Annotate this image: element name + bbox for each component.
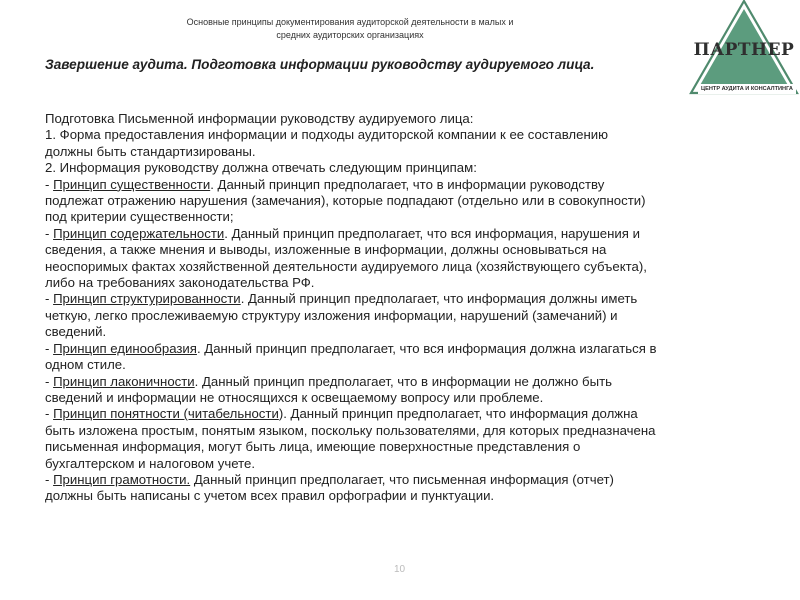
principle-bullet: - [45, 176, 54, 192]
principle-description: . Данный принцип предполагает, что вся информация, нарушения и сведения, а также мнения и выводы, изложенные в информации, должны основываться на неоспоримых фактах хозяйственной деятельности аудируемого лица (хозяйствующего субъекта), либо на требованиях законодательства РФ. [45, 225, 647, 291]
principle-item [45, 226, 657, 292]
partner-logo [688, 0, 800, 100]
principle-name: Принцип структурированности [53, 291, 241, 307]
principle-item [45, 374, 657, 407]
page-number: 10 [394, 564, 406, 575]
principles-list [45, 177, 657, 505]
logo-subtitle: ЦЕНТР АУДИТА И КОНСАЛТИНГА [698, 84, 796, 94]
principle-item [45, 291, 657, 340]
principle-name: Принцип содержательности [53, 225, 225, 241]
list-item-2: 2. Информация руководству должна отвечать следующим принципам: [45, 160, 477, 176]
slide-header [140, 16, 560, 42]
principle-item [45, 472, 657, 505]
principle-description: ). Данный принцип предполагает, что информация должна быть изложена простым, понятым языком, поскольку пользователями, для которых предназначена письменная информация, могут быть лица, имеющие поверхностные представления о бухгалтерском и налоговом учете. [45, 406, 656, 471]
principle-bullet: - [45, 291, 54, 307]
principle-bullet: - [45, 471, 54, 487]
principle-item [45, 341, 657, 374]
principle-bullet: - [45, 406, 54, 422]
principle-item [45, 177, 657, 226]
principle-name: Принцип понятности (читабельности [53, 406, 279, 422]
principle-bullet: - [45, 373, 54, 389]
principle-description: . Данный принцип предполагает, что в информации не должно быть сведений и информации не относящихся к освещаемому вопросу или проблеме. [45, 373, 612, 405]
principle-description: Данный принцип предполагает, что письменная информация (отчет) должны быть написаны с учетом всех правил орфографии и пунктуации. [45, 471, 614, 504]
principle-description: . Данный принцип предполагает, что вся информация должна излагаться в одном стиле. [45, 340, 657, 373]
list-item-1: 1. Форма предоставления информации и подходы аудиторской компании к ее составлению должны быть стандартизированы. [45, 127, 608, 159]
slide-body [45, 111, 657, 505]
slide-title: Завершение аудита. Подготовка информации руководству аудируемого лица. [45, 57, 595, 72]
principle-name: Принцип лаконичности [53, 373, 195, 389]
principle-description: . Данный принцип предполагает, что в информации руководству подлежат отражению нарушения (замечания), которые подпадают (отдельно или в совокупности) под критерии существенности; [45, 176, 646, 225]
logo-name: ПАРТНЕР [693, 40, 795, 60]
header-line-2: средних аудиторских организациях [276, 30, 424, 40]
principle-bullet: - [45, 340, 54, 356]
principle-name: Принцип существенности [53, 176, 211, 192]
principle-name: Принцип единообразия [53, 340, 197, 356]
header-line-1: Основные принципы документирования аудиторской деятельности в малых и [186, 17, 514, 27]
intro-paragraph: Подготовка Письменной информации руководству аудируемого лица: [45, 111, 474, 126]
principle-description: . Данный принцип предполагает, что информация должны иметь четкую, легко прослеживаемую структуру изложения информации, нарушений (замечаний) и сведений. [45, 291, 638, 340]
principle-name: Принцип грамотности. [53, 471, 191, 487]
principle-bullet: - [45, 225, 54, 241]
principle-item [45, 406, 657, 472]
